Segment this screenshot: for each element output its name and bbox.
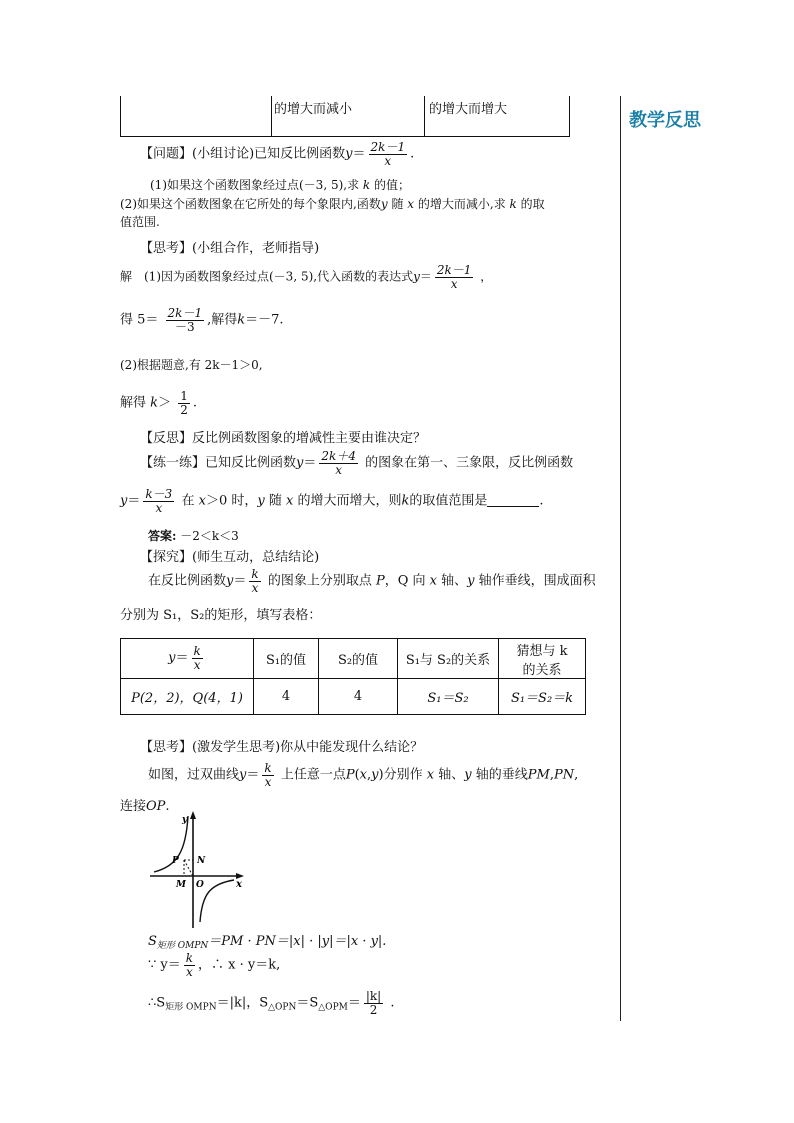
- think-1: 【思考】(小组合作，老师指导): [140, 241, 320, 256]
- problem-q2: (2)如果这个函数图象在它所处的每个象限内,函数y 随 x 的增大而减小,求 k 的取: [120, 197, 545, 211]
- top-cell-2: 的增大而减小: [272, 96, 425, 136]
- practice-fraction-2: $\frac{k-3}{x}$: [145, 487, 173, 515]
- explore-1: 在反比例函数y＝ $\frac{k}{x}$ 的图象上分别取点 P，Q 向 x 轴、y 轴作垂线，围成面积: [148, 567, 596, 595]
- think-2-line2: 连接OP.: [120, 799, 170, 814]
- formula-1: $S_{矩形 OMPN}=PM \cdot PN=|x| \cdot |y|=|x \cdot y|$.: [148, 934, 387, 951]
- problem-fraction: $\frac{2k-1}{x}$: [370, 140, 406, 168]
- y-axis-arrow: [190, 811, 196, 819]
- side-title: 教学反思: [629, 110, 701, 131]
- segment-op: [184, 860, 193, 876]
- formula-fraction-1: $\frac{k}{x}$: [185, 951, 194, 979]
- header-s2: S₂的值: [319, 639, 398, 679]
- think-2: 【思考】(激发学生思考)你从中能发现什么结论？: [140, 740, 424, 755]
- area-table: [120, 638, 586, 715]
- header-guess: 猜想与 k 的关系: [499, 639, 586, 679]
- label-p: P: [172, 856, 179, 866]
- think-2-line1: 如图，过双曲线y＝ $\frac{k}{x}$ 上任意一点P(x,y)分别作 x 轴、y 轴的垂线PM,PN,: [148, 761, 579, 789]
- hyperbola-figure: [148, 810, 248, 930]
- label-y: y: [182, 815, 188, 825]
- label-m: M: [176, 880, 186, 890]
- top-cell-3: 的增大而增大: [425, 96, 570, 136]
- explore-fraction: $\frac{k}{x}$: [251, 567, 259, 595]
- hyperbola-branch-4: [200, 880, 234, 922]
- cell-s2: 4: [319, 679, 398, 715]
- solution-4: 解得 k＞ $\frac{1}{2}$ .: [120, 389, 197, 417]
- reflect: 【反思】反比例函数图象的增减性主要由谁决定？: [140, 431, 427, 446]
- label-x: x: [236, 879, 242, 890]
- header-s1: S₁的值: [254, 639, 319, 679]
- problem-q1: (1)如果这个函数图象经过点(－3, 5),求 k 的值；: [150, 178, 410, 192]
- practice-1: 【练一练】已知反比例函数y＝ $\frac{2k+4}{x}$ 的图象在第一、三象限，反比例函数: [140, 449, 574, 477]
- top-cell-1: [121, 96, 272, 136]
- cell-points: P(2，2)，Q(4，1): [121, 679, 254, 715]
- practice-fraction-1: $\frac{2k+4}{x}$: [321, 449, 356, 477]
- top-table: [120, 96, 570, 137]
- answer-blank: [487, 496, 539, 507]
- vertical-divider: [620, 96, 621, 1021]
- solution-3: (2)根据题意,有 2k－1＞0,: [120, 358, 263, 372]
- label-n: N: [197, 856, 206, 866]
- solution-fraction-2: $\frac{2k-1}{-3}$: [167, 306, 203, 334]
- problem-q2-cont: 值范围.: [120, 215, 160, 229]
- explore-2: 分别为 S₁，S₂的矩形，填写表格：: [120, 608, 322, 623]
- solution-2: 得 5＝ $\frac{2k-1}{-3}$ ,解得k＝－7.: [120, 306, 284, 334]
- solution-fraction-3: $\frac{1}{2}$: [180, 389, 188, 417]
- think-fraction: $\frac{k}{x}$: [264, 761, 272, 789]
- formula-2: ∵ y＝ $\frac{k}{x}$ ，∴ x · y＝k,: [148, 951, 281, 979]
- explore-title: 【探究】(师生互动，总结结论): [140, 550, 320, 565]
- header-relation: S₁与 S₂的关系: [398, 639, 499, 679]
- solution-fraction-1: $\frac{2k-1}{x}$: [436, 263, 472, 291]
- cell-relation: S₁＝S₂: [398, 679, 499, 715]
- cell-s1: 4: [254, 679, 319, 715]
- formula-fraction-2: $\frac{|k|}{2}$: [365, 989, 382, 1017]
- cell-guess: S₁＝S₂＝k: [499, 679, 586, 715]
- header-function: y＝ $\frac{k}{x}$: [121, 639, 254, 679]
- solution-1: 解 (1)因为函数图象经过点(－3, 5),代入函数的表达式y＝ $\frac{2k-1}{x}$ ，: [120, 263, 493, 291]
- practice-2: y＝ $\frac{k-3}{x}$ 在 x＞0 时，y 随 x 的增大而增大，则k的取值范围是 .: [120, 487, 544, 515]
- practice-answer: 答案: －2＜k＜3: [148, 529, 239, 543]
- label-o: O: [196, 880, 204, 890]
- formula-3: $\therefore S_{矩形 OMPN}=|k|$，$S_{\triangle OPN}=S_{\triangle OPM}=$ $\frac{|k|}{2}$ .: [148, 989, 395, 1017]
- problem-line: 【问题】(小组讨论)已知反比例函数y＝ $\frac{2k-1}{x}$ .: [140, 140, 415, 168]
